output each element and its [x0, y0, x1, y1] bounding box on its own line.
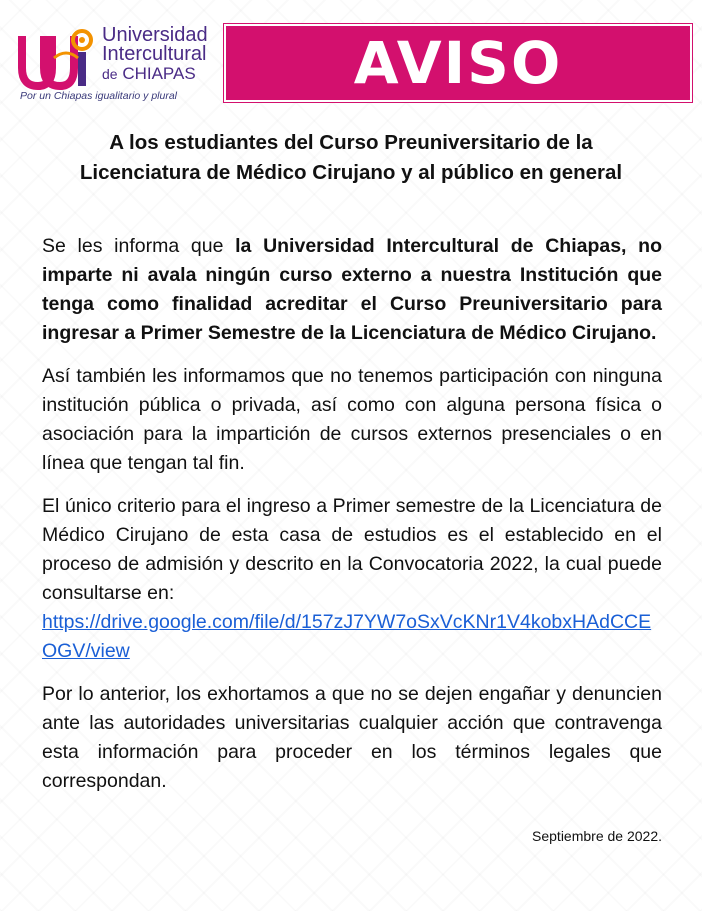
notice-body: [42, 232, 662, 810]
aviso-banner: [224, 24, 692, 102]
paragraph-4: Por lo anterior, los exhortamos a que no se dejen engañar y denuncien ante las autoridades universitarias cualquier acción que contravenga esta información para proceder en los términos legales que correspondan.: [42, 683, 662, 792]
notice-date: Septiembre de 2022.: [532, 828, 662, 844]
logo-line-2: Intercultural: [102, 43, 207, 65]
convocatoria-link[interactable]: https://drive.google.com/file/d/157zJ7YW7oSxVcKNr1V4kobxHAdCCEOGV/view: [42, 611, 652, 662]
heading-line-1: A los estudiantes del Curso Preuniversitario de la: [109, 131, 593, 154]
paragraph-1: [42, 232, 662, 348]
logo-line-1: Universidad: [102, 24, 208, 46]
paragraph-3: [42, 492, 662, 666]
logo-line-3: [102, 64, 232, 84]
logo-tagline: Por un Chiapas igualitario y plural: [20, 90, 178, 102]
aviso-title: AVISO: [353, 29, 563, 97]
header: [0, 0, 702, 120]
logo-line-3-name: CHIAPAS: [122, 64, 196, 83]
paragraph-1-bold: la Universidad Intercultural de Chiapas, no imparte ni avala ningún curso externo a nuestra Institución que tenga como finalidad acreditar el Curso Preuniversitario para ingresar a Primer Semestre de la Licenciatura de Médico Cirujano.: [42, 235, 662, 344]
logo-wordmark: [102, 26, 232, 84]
paragraph-2: Así también les informamos que no tenemos participación con ninguna institución pública o privada, así como con alguna persona física o asociación para la impartición de cursos externos presenciales o en línea que tengan tal fin.: [42, 365, 662, 474]
logo-line-3-prefix: de: [102, 66, 118, 82]
heading-line-2: Licenciatura de Médico Cirujano y al público en general: [79, 161, 623, 184]
paragraph-1-intro: Se les informa que: [42, 235, 236, 257]
university-logo: [18, 24, 223, 104]
paragraph-3-text: El único criterio para el ingreso a Primer semestre de la Licenciatura de Médico Cirujano de esta casa de estudios es el establecido en el proceso de admisión y descrito en la Convocatoria 2022, la cual puede consultarse en:: [42, 495, 662, 604]
notice-heading: [40, 128, 662, 188]
uich-logo-icon: [18, 28, 100, 92]
